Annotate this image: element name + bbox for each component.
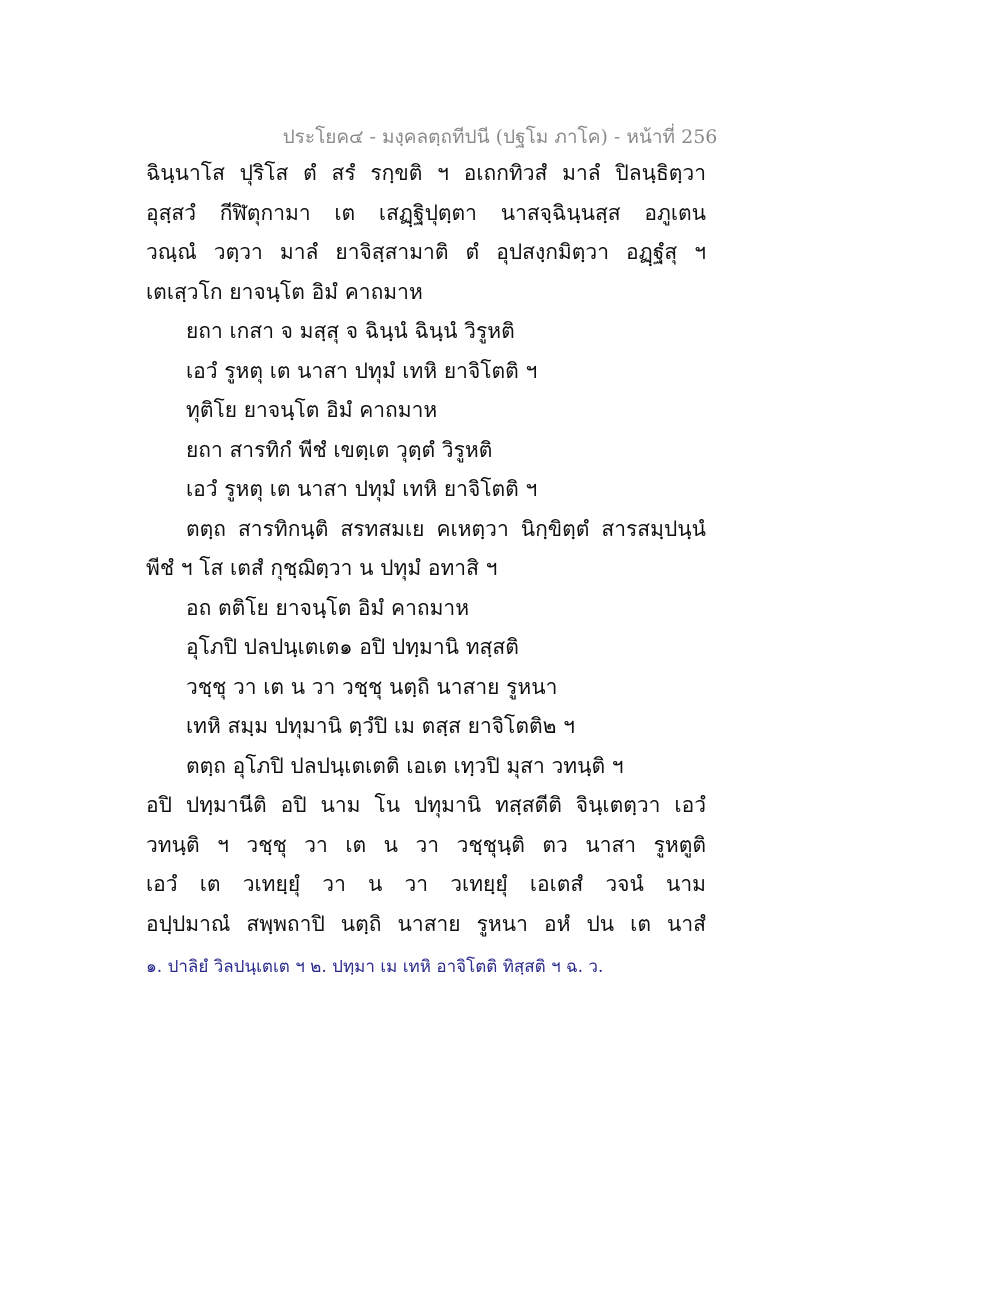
footnote: ๑. ปาลิยํ วิลปนฺเตเต ฯ ๒. ปทฺมา เม เทหิ อาจิโตติ ทิสฺสติ ฯ ฉ. ว. <box>146 957 604 977</box>
text-line: อปฺปมาณํ สพฺพถาปิ นตฺถิ นาสาย รูหนา อหํ ปน เต นาสํ <box>146 911 706 936</box>
text-line: เอวํ เต วเทยฺยุํ วา น วา วเทยฺยุํ เอเตสํ วจนํ นาม <box>146 872 706 896</box>
text-line: อถ ตติโย ยาจนฺโต อิมํ คาถมาห <box>186 595 470 620</box>
verse-line: เอวํ รูหตุ เต นาสา ปทุมํ เทหิ ยาจิโตติ ฯ <box>186 477 538 501</box>
verse-line: วชฺชุ วา เต น วา วชฺชุ นตฺถิ นาสาย รูหนา <box>186 674 558 699</box>
body-text <box>146 154 706 944</box>
verse-line: เอวํ รูหตุ เต นาสา ปทุมํ เทหิ ยาจิโตติ ฯ <box>186 358 538 383</box>
verse-line: ยถา เกสา จ มสฺสุ จ ฉินฺนํ ฉินฺนํ วิรูหติ <box>186 319 515 343</box>
text-line: ฉินฺนาโส ปุริโส ตํ สรํ รกฺขติ ฯ อเถกทิวสํ มาลํ ปิลนฺธิตฺวา <box>146 161 706 185</box>
verse-line: ยถา สารทิกํ พีชํ เขตฺเต วุตฺตํ วิรูหติ <box>186 437 493 462</box>
text-line: อปิ ปทฺมานีติ อปิ นาม โน ปทุมานิ ทสฺสตีติ จินฺเตตฺวา เอวํ <box>146 793 706 817</box>
text-line: วณฺณํ วตฺวา มาลํ ยาจิสฺสามาติ ตํ อุปสงฺกมิตฺวา อฏฺฐํสุ ฯ <box>146 240 706 264</box>
text-line: เตเสฺวโก ยาจนฺโต อิมํ คาถมาห <box>146 279 423 304</box>
text-line: ตตฺถ อุโภปิ ปลปนฺเตเตติ เอเต เทฺวปิ มุสา วทนฺติ ฯ <box>186 753 624 778</box>
text-line: พีชํ ฯ โส เตสํ กุชฺฌิตฺวา น ปทุมํ อทาสิ ฯ <box>146 556 498 580</box>
text-line: ตตฺถ สารทิกนฺติ สรทสมเย คเหตฺวา นิกฺขิตฺตํ สารสมฺปนฺนํ <box>186 516 706 541</box>
verse-line: เทหิ สมฺม ปทุมานิ ตฺวํปิ เม ตสฺส ยาจิโตติ๒ ฯ <box>186 714 575 738</box>
text-line: วทนฺติ ฯ วชฺชุ วา เต น วา วชฺชุนฺติ ตว นาสา รูหตูติ <box>146 832 706 857</box>
verse-line: อุโภปิ ปลปนฺเตเต๑ อปิ ปทฺมานิ ทสฺสติ <box>186 635 519 659</box>
page-header: ประโยค๔ - มงฺคลตฺถทีปนี (ปฐโม ภาโค) - หน้าที่ 256 <box>282 126 718 148</box>
text-line: ทุติโย ยาจนฺโต อิมํ คาถมาห <box>186 398 438 422</box>
text-line: อุสฺสวํ กีฬิตุกามา เต เสฏฺฐิปุตฺตา นาสจฺฉินฺนสฺส อภูเตน <box>146 200 706 225</box>
